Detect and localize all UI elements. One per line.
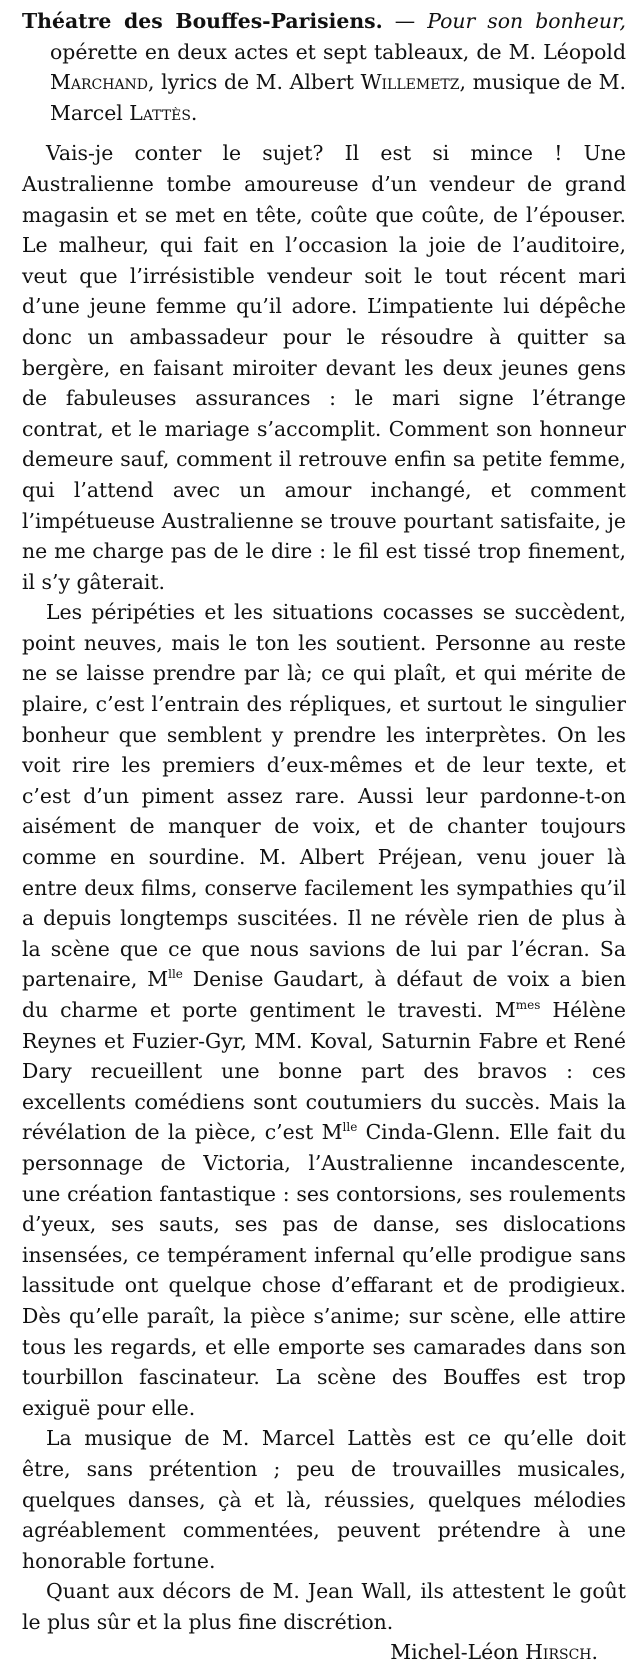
signature-first-name: Michel-Léon <box>390 1640 526 1665</box>
play-title: Pour son bonheur, <box>427 9 626 33</box>
paragraph-performers <box>22 597 626 1423</box>
venue-name: Théatre des Bouffes-Parisiens. <box>22 9 383 33</box>
heading-desc-2: , lyrics de M. Albert <box>148 70 361 95</box>
superscript-lle-1: lle <box>168 967 183 982</box>
performers-text-d: Cinda-Glenn. Elle fait du personnage de Victoria, l’Australienne incandescente, une création fantastique : ses contorsions, ses roulements d’yeux, ses sauts, ses pas de danse, ses dislocations insensées, ce tempérament infernal qu’elle prodigue sans lassitude ont quelque chose d’effarant et de prodigieux. Dès qu’elle paraît, la pièce s’anime; sur scène, elle attire tous les regards, et elle emporte ses camarades dans son tourbillon fascinateur. La scène des Bouffes est trop exiguë pour elle. <box>22 1120 626 1420</box>
heading-desc-4: . <box>190 100 198 125</box>
signature-period: . <box>591 1640 598 1665</box>
paragraph-decor: Quant aux décors de M. Jean Wall, ils attestent le goût le plus sûr et la plus fine discrétion. <box>22 1579 626 1634</box>
author-marchand: Marchand <box>50 70 149 95</box>
author-signature <box>22 1637 626 1668</box>
heading-dash: — <box>382 9 428 33</box>
signature-last-name: Hirsch <box>525 1640 592 1665</box>
performers-text-c: Hélène Reynes et Fuzier-Gyr, MM. Koval, Saturnin Fabre et René Dary recueillent une bonne part des bravos : ces excellents comédiens sont coutumiers du succès. Mais la révélation de la pièce, c’est M <box>22 998 626 1145</box>
performers-text-b: Denise Gaudart, à défaut de voix a bien du charme et porte gentiment le travesti. M <box>22 967 627 1022</box>
heading-desc-3: , musique de M. Marcel <box>50 70 626 125</box>
heading-spacer <box>22 128 626 138</box>
superscript-lle-2: lle <box>342 1120 358 1135</box>
author-willemetz: Willemetz <box>360 70 460 95</box>
review-heading <box>22 6 626 128</box>
heading-desc-1: opérette en deux actes et sept tableaux, de M. Léopold <box>50 39 626 64</box>
performers-text-a: Les péripéties et les situations cocasses se succèdent, point neuves, mais le ton les soutient. Personne au reste ne se laisse prendre par là; ce qui plaît, et qui mérite de plaire, c’est l’entrain des répliques, et surtout le singulier bonheur que semblent y prendre les interprètes. On les voit rire les premiers d’eux-mêmes et de leur texte, et c’est d’un piment assez rare. Aussi leur pardonne-t-on aisément de manquer de voix, et de chanter toujours comme en sourdine. M. Albert Préjean, venu jouer là entre deux films, conserve facilement les sympathies qu’il a depuis longtemps suscitées. Il ne révèle rien de plus à la scène que ce que nous savions de lui par l’écran. Sa partenaire, M <box>22 600 626 992</box>
superscript-mes: mes <box>515 998 541 1013</box>
composer-lattes: Lattès <box>129 100 191 125</box>
paragraph-music: La musique de M. Marcel Lattès est ce qu’elle doit être, sans prétention ; peu de trouvailles musicales, quelques danses, çà et là, réussies, quelques mélodies agréablement commentées, peuvent prétendre à une honorable fortune. <box>22 1426 626 1573</box>
paragraph-plot: Vais-je conter le sujet? Il est si mince ! Une Australienne tombe amoureuse d’un vendeur de grand magasin et se met en tête, coûte que coûte, de l’épouser. Le malheur, qui fait en l’occasion la joie de l’auditoire, veut que l’irrésistible vendeur soit le tout récent mari d’une jeune femme qu’il adore. L’impatiente lui dépêche donc un ambassadeur pour le résoudre à quitter sa bergère, en faisant miroiter devant les deux jeunes gens de fabuleuses assurances : le mari signe l’étrange contrat, et le mariage s’accomplit. Comment son honneur demeure sauf, comment il retrouve enfin sa petite femme, qui l’attend avec un amour inchangé, et comment l’impétueuse Australienne se trouve pourtant satisfaite, je ne me charge pas de le dire : le fil est tissé trop finement, il s’y gâterait. <box>22 141 626 594</box>
